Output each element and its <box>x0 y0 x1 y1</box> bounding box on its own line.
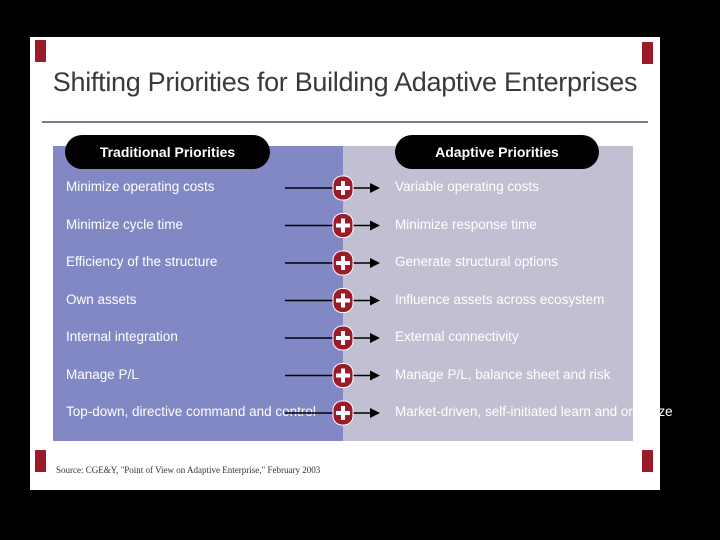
plus-badge-icon <box>333 364 353 388</box>
arrow-right-icon <box>370 221 380 231</box>
adaptive-header: Adaptive Priorities <box>395 135 599 169</box>
traditional-priority: Internal integration <box>66 329 178 344</box>
arrow-right-icon <box>370 296 380 306</box>
plus-badge-icon <box>333 326 353 350</box>
traditional-header: Traditional Priorities <box>65 135 270 169</box>
arrow-right-icon <box>370 371 380 381</box>
shift-arrows <box>30 37 660 490</box>
traditional-priority: Minimize cycle time <box>66 216 184 232</box>
source-citation: Source: CGE&Y, "Point of View on Adaptive Enterprise," February 2003 <box>56 465 321 475</box>
arrow-right-icon <box>370 333 380 343</box>
adaptive-priority: Market-driven, self-initiated learn and organize <box>395 404 673 419</box>
arrow-right-icon <box>370 258 380 268</box>
plus-badge-icon <box>333 214 353 238</box>
page-title: Shifting Priorities for Building Adaptive Enterprises <box>52 67 638 97</box>
adaptive-priority: Minimize response time <box>395 216 537 232</box>
plus-badge-icon <box>333 176 353 200</box>
plus-badge-icon <box>333 251 353 275</box>
adaptive-priority: Influence assets across ecosystem <box>395 291 605 307</box>
traditional-priority: Manage P/L <box>66 366 139 382</box>
adaptive-priority: Generate structural options <box>395 254 558 269</box>
traditional-priority: Efficiency of the structure <box>66 254 218 269</box>
plus-badge-icon <box>333 289 353 313</box>
plus-badge-icon <box>333 401 353 425</box>
traditional-priority: Top-down, directive command and control <box>66 404 316 419</box>
slide-card <box>30 37 673 490</box>
arrow-right-icon <box>370 183 380 193</box>
adaptive-priority: Manage P/L, balance sheet and risk <box>395 366 611 382</box>
adaptive-priority: Variable operating costs <box>395 179 539 194</box>
adaptive-priority: External connectivity <box>395 329 519 344</box>
traditional-priority: Minimize operating costs <box>66 179 215 194</box>
traditional-priority: Own assets <box>66 291 137 307</box>
arrow-right-icon <box>370 408 380 418</box>
